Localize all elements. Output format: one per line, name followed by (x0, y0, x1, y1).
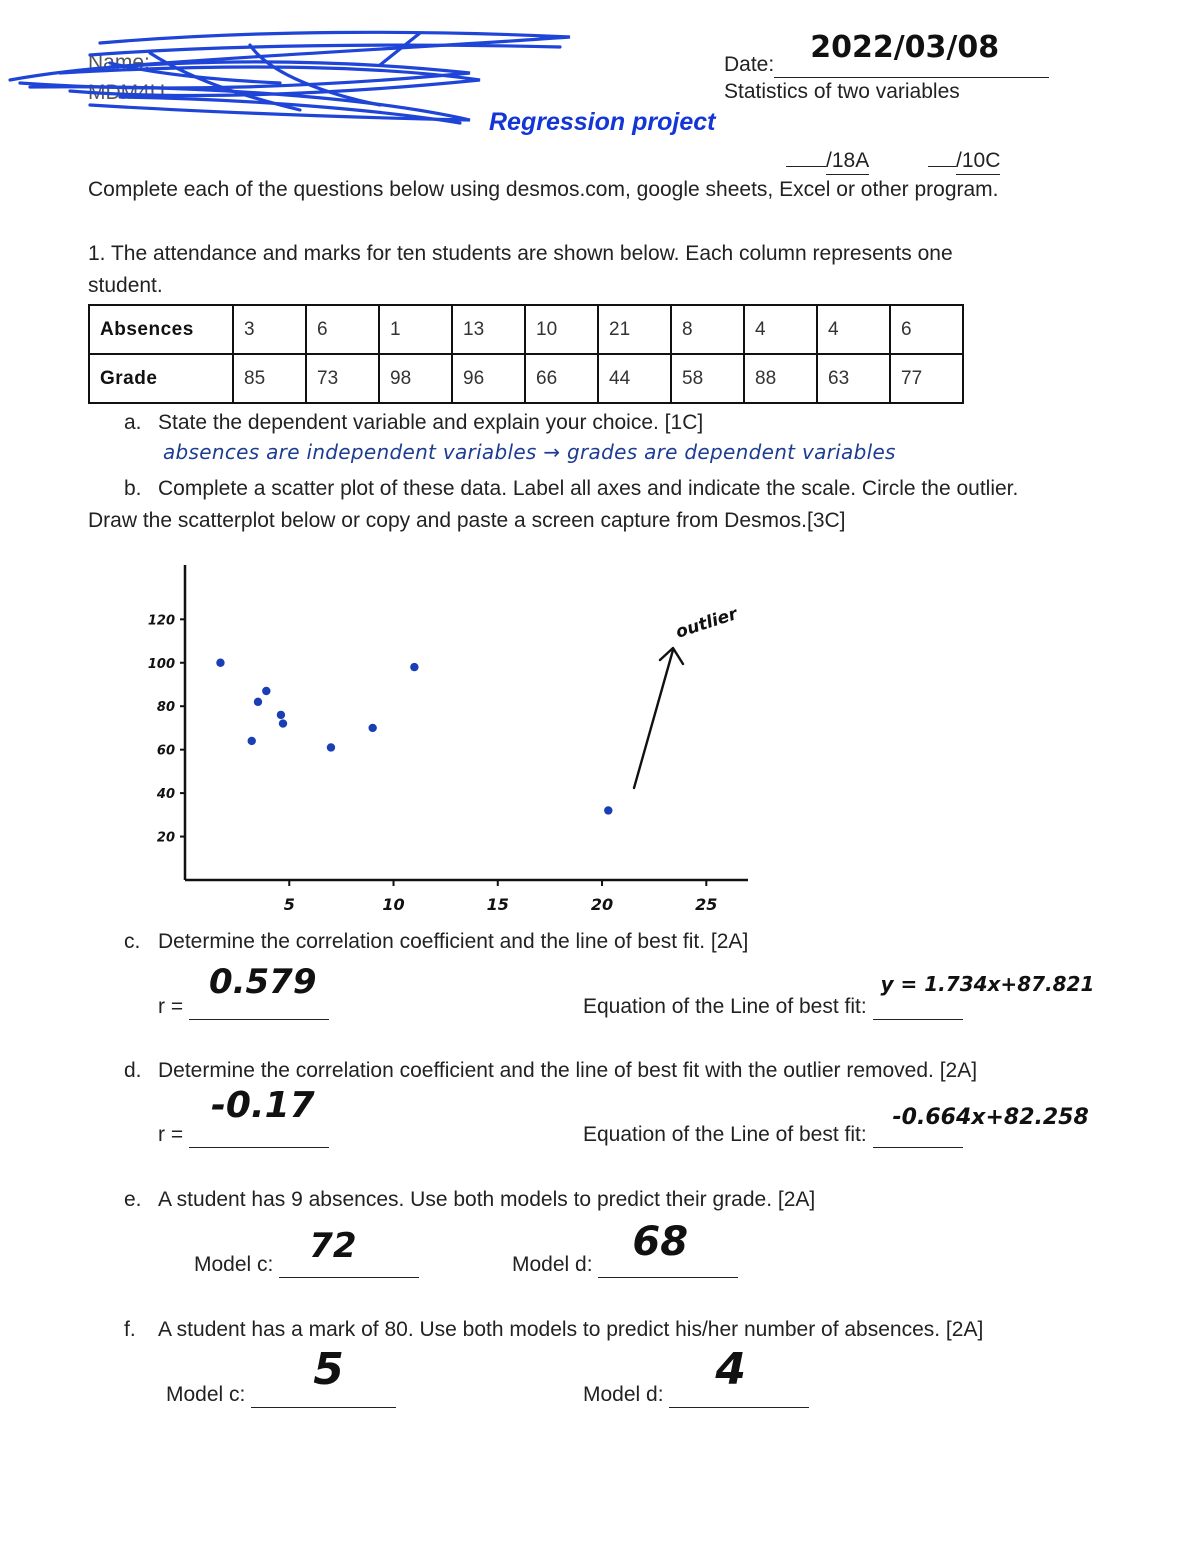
x-tick-label: 25 (695, 895, 718, 914)
table-cell: 77 (890, 354, 963, 403)
data-point (279, 719, 287, 727)
qe-model-d-label: Model d: (512, 1253, 593, 1276)
table-cell: 8 (671, 305, 744, 354)
qe-model-c-label: Model c: (194, 1253, 274, 1276)
qa-text: State the dependent variable and explain your choice. [1C] (158, 411, 704, 434)
score-c-label: /10C (956, 148, 1000, 175)
qa-answer: absences are independent variables → grades are dependent variables (163, 440, 896, 464)
qe-model-d-value: 68 (632, 1219, 689, 1265)
qc-text: Determine the correlation coefficient and the line of best fit. [2A] (158, 930, 749, 953)
qd-eq-value: -0.664x+82.258 (892, 1105, 1089, 1130)
qc-r-field[interactable] (189, 962, 329, 1020)
data-table (88, 304, 964, 404)
qf-label: f. (124, 1318, 136, 1341)
table-cell: 88 (744, 354, 817, 403)
qc-eq-row (583, 972, 1095, 1020)
table-cell: 98 (379, 354, 452, 403)
score-a-label: /18A (826, 148, 869, 175)
data-point (216, 659, 224, 667)
score-c-blank[interactable] (928, 144, 956, 167)
qf-model-c-row (166, 1344, 396, 1408)
date-value: 2022/03/08 (810, 30, 1000, 65)
table-cell: 44 (598, 354, 671, 403)
qc-eq-value: y = 1.734x+87.821 (880, 972, 1095, 996)
table-row (89, 354, 963, 403)
table-row (89, 305, 963, 354)
y-tick-label: 60 (156, 743, 175, 759)
table-cell: 63 (817, 354, 890, 403)
table-cell: 96 (452, 354, 525, 403)
y-tick-label: 120 (147, 613, 175, 629)
course-code: MDM4U (88, 81, 165, 104)
score-c (928, 144, 1000, 175)
date-field[interactable] (774, 30, 1049, 78)
qf-model-c-field[interactable] (251, 1344, 396, 1408)
y-tick-label: 40 (156, 787, 175, 803)
x-tick-label: 20 (590, 895, 614, 914)
table-row-label: Grade (89, 354, 233, 403)
qe-model-c-field[interactable] (279, 1226, 419, 1278)
table-cell: 73 (306, 354, 379, 403)
subtitle: Statistics of two variables (724, 80, 960, 103)
qf-model-c-value: 5 (313, 1344, 344, 1395)
qc-label: c. (124, 930, 141, 953)
table-cell: 3 (233, 305, 306, 354)
qe-label: e. (124, 1188, 142, 1211)
table-cell: 85 (233, 354, 306, 403)
table-cell: 1 (379, 305, 452, 354)
data-point (410, 663, 418, 671)
qe-text: A student has 9 absences. Use both models to predict their grade. [2A] (158, 1188, 816, 1211)
page-title: Regression project (489, 108, 716, 136)
data-point (327, 743, 335, 751)
name-label: Name: (88, 51, 150, 74)
qd-r-value: -0.17 (210, 1085, 315, 1126)
table-cell: 58 (671, 354, 744, 403)
y-tick-label: 20 (156, 830, 175, 846)
x-tick-label: 10 (382, 895, 405, 914)
score-a (786, 144, 869, 175)
table-cell: 10 (525, 305, 598, 354)
q1-text-line1: 1. The attendance and marks for ten students are shown below. Each column represents one (88, 242, 953, 265)
table-cell: 6 (890, 305, 963, 354)
table-cell: 66 (525, 354, 598, 403)
qe-model-c-row (194, 1226, 419, 1278)
table-cell: 13 (452, 305, 525, 354)
qc-r-row (158, 962, 329, 1020)
data-point (604, 806, 612, 814)
qd-text: Determine the correlation coefficient and the line of best fit with the outlier removed. [2A] (158, 1059, 978, 1082)
qf-model-d-value: 4 (715, 1344, 747, 1395)
score-a-blank[interactable] (786, 144, 826, 167)
qf-model-c-label: Model c: (166, 1383, 246, 1406)
outlier-arrow (634, 648, 683, 788)
qb-text-line2: Draw the scatterplot below or copy and paste a screen capture from Desmos.[3C] (88, 509, 846, 532)
table-cell: 21 (598, 305, 671, 354)
table-row-label: Absences (89, 305, 233, 354)
qd-eq-label: Equation of the Line of best fit: (583, 1123, 867, 1146)
qd-eq-row (583, 1105, 1089, 1148)
table-cell: 6 (306, 305, 379, 354)
qd-label: d. (124, 1059, 142, 1082)
data-point (262, 687, 270, 695)
qd-r-row (158, 1085, 329, 1148)
q1-text-line2: student. (88, 274, 163, 297)
qc-r-value: 0.579 (208, 962, 317, 1002)
qe-model-d-row (512, 1219, 738, 1278)
data-point (368, 724, 376, 732)
y-tick-label: 100 (147, 656, 175, 672)
qa-label: a. (124, 411, 142, 434)
date-label (724, 30, 1049, 78)
table-cell: 4 (744, 305, 817, 354)
qc-r-label: r = (158, 995, 184, 1018)
outlier-label: outlier (673, 604, 740, 643)
qe-model-d-field[interactable] (598, 1219, 738, 1278)
x-tick-label: 5 (283, 895, 295, 914)
data-point (248, 737, 256, 745)
data-point (277, 711, 285, 719)
data-point (254, 698, 262, 706)
qf-model-d-label: Model d: (583, 1383, 664, 1406)
intro-text: Complete each of the questions below using desmos.com, google sheets, Excel or other program. (88, 178, 999, 201)
date-label-text: Date: (724, 53, 775, 76)
x-tick-label: 15 (486, 895, 509, 914)
qf-text: A student has a mark of 80. Use both models to predict his/her number of absences. [2A] (158, 1318, 984, 1341)
qb-label: b. (124, 477, 142, 500)
y-tick-label: 80 (156, 700, 175, 716)
qc-eq-label: Equation of the Line of best fit: (583, 995, 867, 1018)
qe-model-c-value: 72 (309, 1226, 357, 1266)
qd-r-field[interactable] (189, 1085, 329, 1148)
table-cell: 4 (817, 305, 890, 354)
qd-r-label: r = (158, 1123, 184, 1146)
qc-eq-field[interactable] (873, 972, 1095, 1020)
qf-model-d-row (583, 1344, 809, 1408)
qf-model-d-field[interactable] (669, 1344, 809, 1408)
scatter-plot (130, 560, 770, 920)
qd-eq-field[interactable] (873, 1105, 1089, 1148)
qb-text-line1: Complete a scatter plot of these data. Label all axes and indicate the scale. Circle the outlier. (158, 477, 1019, 500)
